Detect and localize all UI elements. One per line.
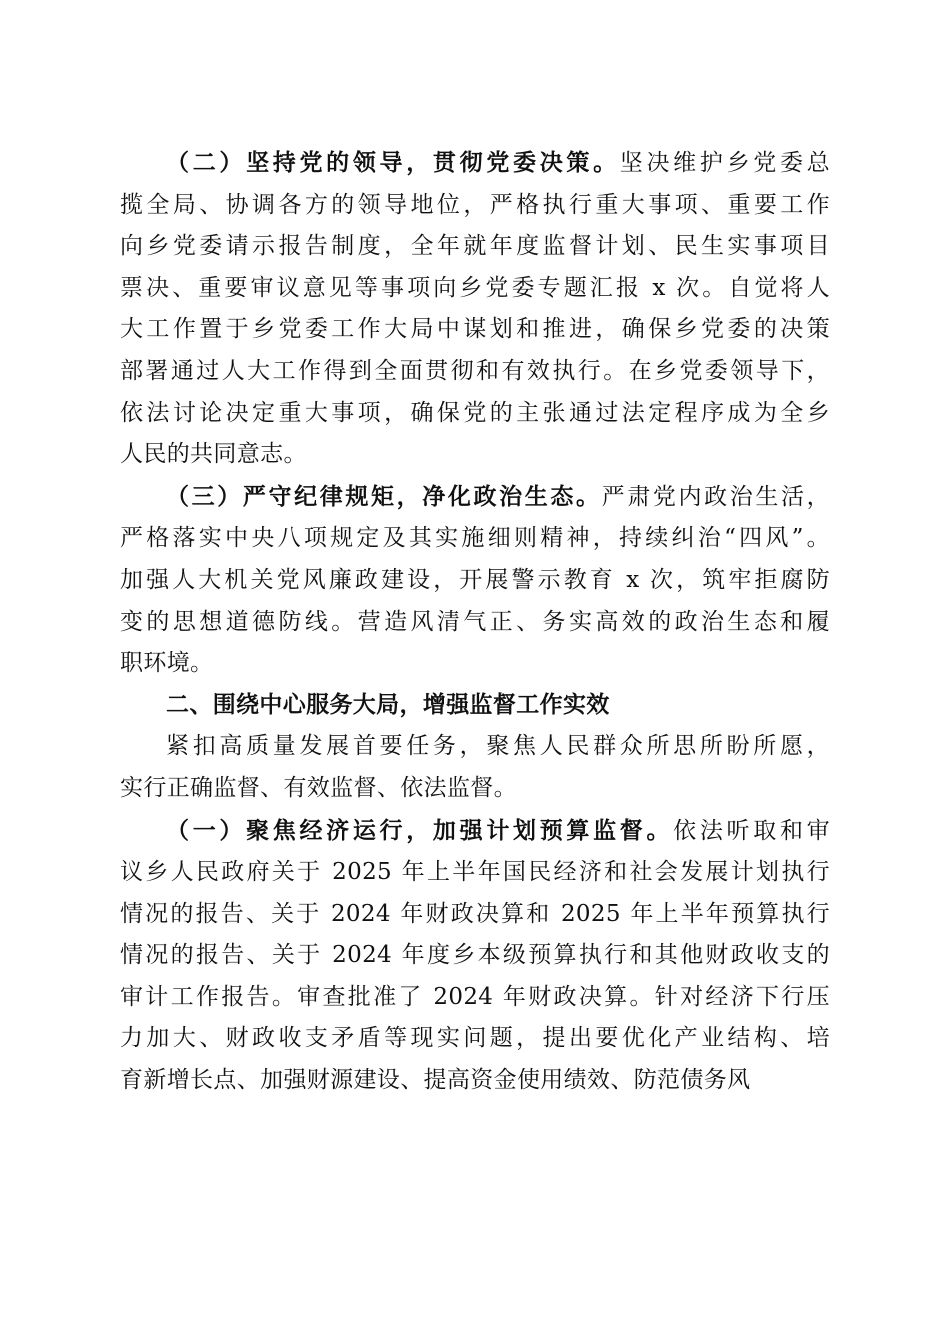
paragraph-line <box>120 476 830 519</box>
paragraph-lead-rest: 依法听取和审 <box>673 817 830 844</box>
paragraph-line: 议乡人民政府关于 2025 年上半年国民经济和社会发展计划执行 <box>120 859 830 886</box>
paragraph-line: 变的思想道德防线。营造风清气正、务实高效的政治生态和履 <box>120 608 830 635</box>
body-paragraph <box>120 726 830 809</box>
body-paragraph <box>120 810 830 1102</box>
body-paragraph <box>120 476 830 685</box>
paragraph-line: 揽全局、协调各方的领导地位，严格执行重大事项、重要工作 <box>120 191 830 218</box>
paragraph-line: 依法讨论决定重大事项，确保党的主张通过法定程序成为全乡 <box>120 399 830 426</box>
paragraph-lead-rest: 坚决维护乡党委总 <box>619 150 830 176</box>
paragraph-line: 紧扣高质量发展首要任务，聚焦人民群众所思所盼所愿， <box>166 733 830 760</box>
paragraph-line: 人民的共同意志。 <box>120 441 307 468</box>
paragraph-line: 情况的报告、关于 2024 年度乡本级预算执行和其他财政收支的 <box>120 942 830 969</box>
paragraph-lead-rest: 严肃党内政治生活， <box>601 483 830 510</box>
paragraph-line: 向乡党委请示报告制度，全年就年度监督计划、民生实事项目 <box>120 233 830 260</box>
paragraph-lead-title: （三）严守纪律规矩，净化政治生态。 <box>166 482 602 510</box>
paragraph-lead-title: （二）坚持党的领导，贯彻党委决策。 <box>166 149 620 176</box>
paragraph-line: 力加大、财政收支矛盾等现实问题，提出要优化产业结构、培 <box>120 1025 830 1052</box>
paragraph-line: 票决、重要审议意见等事项向乡党委专题汇报 x 次。自觉将人 <box>120 274 830 301</box>
paragraph-line: 严格落实中央八项规定及其实施细则精神，持续纠治“四风”。 <box>120 525 830 552</box>
document-body <box>120 142 830 1102</box>
paragraph-line: 部署通过人大工作得到全面贯彻和有效执行。在乡党委领导下， <box>120 357 830 384</box>
paragraph-line: 职环境。 <box>120 650 214 677</box>
paragraph-line: 加强人大机关党风廉政建设，开展警示教育 x 次，筑牢拒腐防 <box>120 566 830 593</box>
paragraph-line: 审计工作报告。审查批准了 2024 年财政决算。针对经济下行压 <box>120 983 830 1010</box>
paragraph-line: 育新增长点、加强财源建设、提高资金使用绩效、防范债务风 <box>120 1067 751 1094</box>
body-paragraph <box>120 142 830 476</box>
paragraph-lead-title: （一）聚焦经济运行，加强计划预算监督。 <box>166 816 674 844</box>
paragraph-line <box>120 142 830 185</box>
paragraph-line: 大工作置于乡党委工作大局中谋划和推进，确保乡党委的决策 <box>120 316 830 343</box>
paragraph-line: 情况的报告、关于 2024 年财政决算和 2025 年上半年预算执行 <box>120 900 830 927</box>
paragraph-line <box>120 810 830 853</box>
paragraph-line: 实行正确监督、有效监督、依法监督。 <box>120 774 517 801</box>
section-heading: 二、围绕中心服务大局，增强监督工作实效 <box>166 691 610 718</box>
